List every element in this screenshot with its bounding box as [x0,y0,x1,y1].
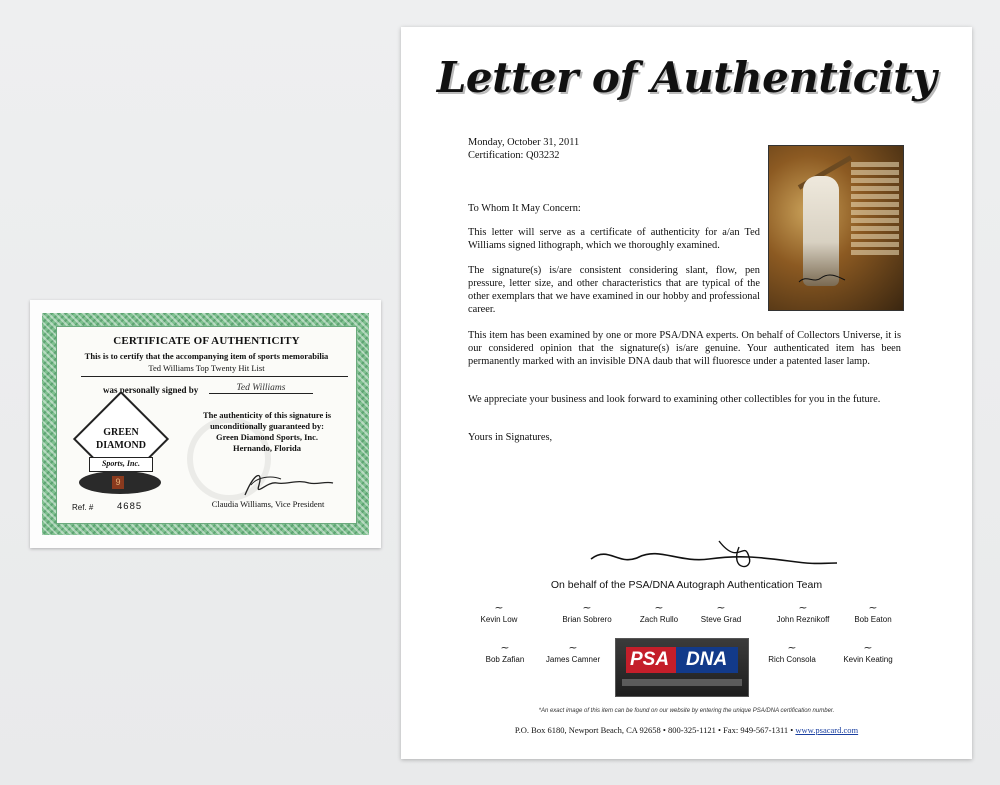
expert-name: Brian Sobrero [562,615,612,624]
expert-signature [843,601,903,624]
certification-number: Certification: Q03232 [468,150,560,161]
psa-dna-logo [615,638,749,697]
logo-badge: 9 [112,476,124,489]
signature-scribble: ~ [582,601,592,614]
signature-scribble: ~ [654,601,664,614]
expert-signature [541,641,605,664]
on-behalf-line: On behalf of the PSA/DNA Autograph Authentication Team [550,579,823,591]
letter-heading: Letter of Authenticity [436,53,937,102]
footer-address-text: P.O. Box 6180, Newport Beach, CA 92658 • 800-325-1121 • Fax: 949-567-1311 • [514,725,796,735]
certificate-panel [56,326,357,524]
guarantee-line: Green Diamond Sports, Inc. [215,432,319,442]
expert-name: John Reznikoff [776,615,830,624]
certify-line: This is to certify that the accompanying item of sports memorabilia [84,351,329,361]
expert-signature [551,601,623,624]
lithograph-list [851,162,899,258]
psa-subtitle-bar [622,679,742,686]
signature-scribble: ~ [494,601,504,614]
guarantee-line: Hernando, Florida [232,443,301,453]
expert-name: Bob Eaton [854,615,892,624]
paragraph-2: The signature(s) is/are consistent considering slant, flow, pen pressure, letter size, and other characteristics that are typical of the other exemplars that we have examined in our hobby and professional career. [468,265,760,315]
psa-text: PSA [630,649,670,670]
paragraph-1: This letter will serve as a certificate of authenticity for a/an Ted Williams signed lithograph, which we thoroughly examined. [468,227,760,251]
letter-date: Monday, October 31, 2011 [468,137,580,148]
ref-number: 4685 [117,501,143,512]
signature-scribble: ~ [787,641,797,654]
expert-name: Kevin Keating [843,655,893,664]
expert-signature [833,641,903,664]
lithograph-image [768,145,904,311]
paragraph-4: We appreciate your business and look forward to examining other collectibles for you in the future. [468,394,881,405]
signature-scribble: ~ [568,641,578,654]
footer-address [401,725,972,735]
expert-name: Steve Grad [700,615,742,624]
guarantee-text [187,410,347,454]
letter-page [401,27,972,759]
guarantee-line: unconditionally guaranteed by: [210,421,324,431]
expert-signature [469,601,529,624]
salutation: To Whom It May Concern: [468,203,581,214]
main-signature [589,537,839,577]
batter-figure [803,176,839,286]
signed-by-name: Ted Williams [209,383,313,394]
green-diamond-logo [73,399,169,499]
expert-name: Bob Zafian [485,655,525,664]
expert-name: Zach Rullo [639,615,679,624]
dna-text: DNA [686,649,728,670]
signed-by-label: was personally signed by [103,385,199,395]
signature-scribble: ~ [868,601,878,614]
signature-scribble: ~ [798,601,808,614]
certificate-card [30,300,381,548]
item-description: Ted Williams Top Twenty Hit List [148,363,265,373]
signature-scribble: ~ [863,641,873,654]
signer-title: Claudia Williams, Vice President [211,499,325,509]
expert-signature [689,601,753,624]
expert-signature [763,601,843,624]
logo-line-1: GREEN [103,427,139,438]
footnote: *An exact image of this item can be found on our website by entering the unique PSA/DNA certification number. [538,708,835,714]
expert-name: James Camner [545,655,601,664]
expert-signature [623,601,695,624]
guarantee-line: The authenticity of this signature is [202,410,332,420]
ref-label: Ref. # [72,503,94,512]
signature-scribble: ~ [716,601,726,614]
expert-name: Rich Consola [768,655,816,664]
expert-signature [479,641,531,664]
website-link[interactable]: www.psacard.com [795,725,859,735]
logo-banner: Sports, Inc. [89,457,153,472]
expert-signature [759,641,825,664]
psa-dna-wordmark [626,647,738,673]
divider [81,376,348,377]
lithograph-signature [797,272,847,286]
closing: Yours in Signatures, [468,432,553,443]
logo-line-2: DIAMOND [96,440,146,451]
paragraph-3: This item has been examined by one or more PSA/DNA experts. On behalf of Collectors Universe, it is our considered opinion that the signature(s) is/are genuine. Your authenticated item has been permanently marked with an invisible DNA daub that will fluoresce under a patented laser lamp. [468,330,901,367]
certificate-title: CERTIFICATE OF AUTHENTICITY [113,335,300,347]
signature-scribble: ~ [500,641,510,654]
expert-name: Kevin Low [480,615,518,624]
handwritten-signature [237,467,337,501]
